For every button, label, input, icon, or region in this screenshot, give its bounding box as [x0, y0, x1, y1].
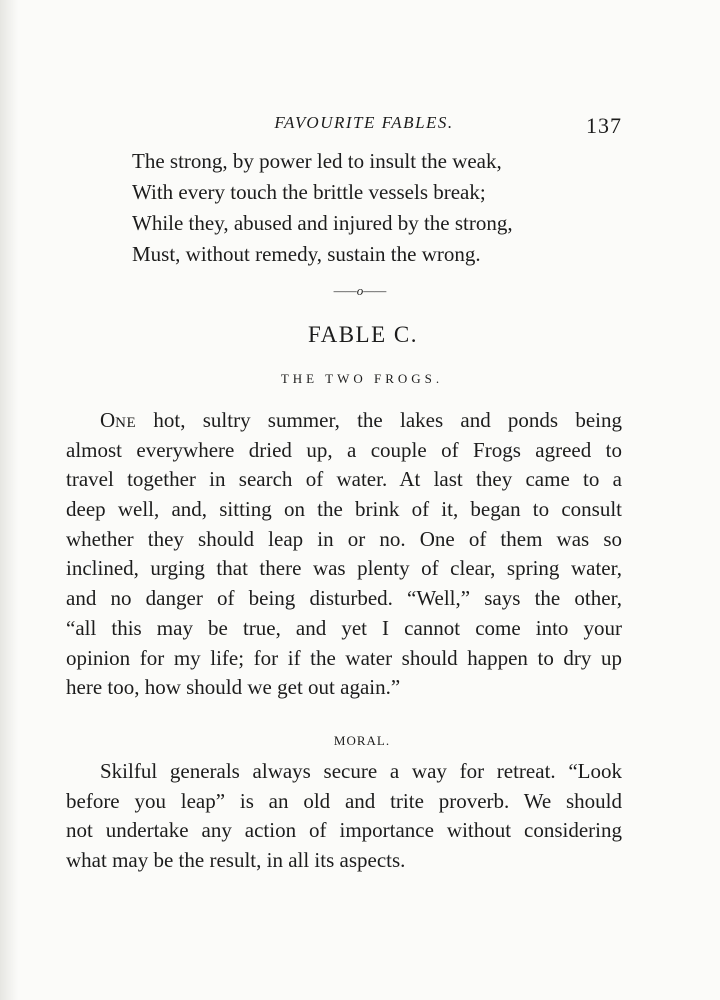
verse-line: While they, abused and injured by the strong, [132, 211, 513, 235]
verse-block [132, 146, 513, 270]
fable-body-line: deep well, and, sitting on the brink of it, began to consult [66, 497, 622, 522]
fable-body-line: travel together in search of water. At last they came to a [66, 467, 622, 492]
verse-line: Must, without remedy, sustain the wrong. [132, 242, 481, 266]
moral-line: what may be the result, in all its aspects. [66, 847, 406, 872]
verse-line: With every touch the brittle vessels break; [132, 180, 486, 204]
moral-line: Skilful generals always secure a way for retreat. “Look [100, 759, 622, 783]
gutter-shadow [0, 0, 18, 1000]
section-ornament: ——o—— [333, 283, 387, 298]
moral-body [66, 757, 622, 875]
verse-line: The strong, by power led to insult the weak, [132, 149, 502, 173]
fable-body-line: here too, how should we get out again.” [66, 675, 401, 700]
fable-body-line: and no danger of being disturbed. “Well,” says the other, [66, 586, 622, 611]
fable-body-line: inclined, urging that there was plenty of clear, spring water, [66, 556, 622, 581]
fable-body-line [66, 406, 622, 436]
running-head: FAVOURITE FABLES. [274, 113, 454, 132]
fable-body [66, 406, 622, 703]
fable-body-line: opinion for my life; for if the water should happen to dry up [66, 645, 622, 670]
moral-line: not undertake any action of importance without considering [66, 818, 622, 842]
fable-body-line: almost everywhere dried up, a couple of Frogs agreed to [66, 437, 622, 462]
fable-title: THE TWO FROGS. [280, 371, 444, 386]
moral-heading: MORAL. [333, 733, 391, 748]
drop-initial: O [100, 408, 116, 432]
small-caps-rest: NE [115, 415, 137, 431]
page-number: 137 [586, 113, 622, 138]
fable-body-line-text: hot, sultry summer, the lakes and ponds being [136, 408, 622, 432]
fable-body-line: whether they should leap in or no. One of them was so [66, 526, 622, 551]
moral-line: before you leap” is an old and trite proverb. We should [66, 788, 622, 813]
fable-body-line: “all this may be true, and yet I cannot come into your [66, 615, 622, 640]
fable-number: FABLE C. [308, 322, 418, 347]
